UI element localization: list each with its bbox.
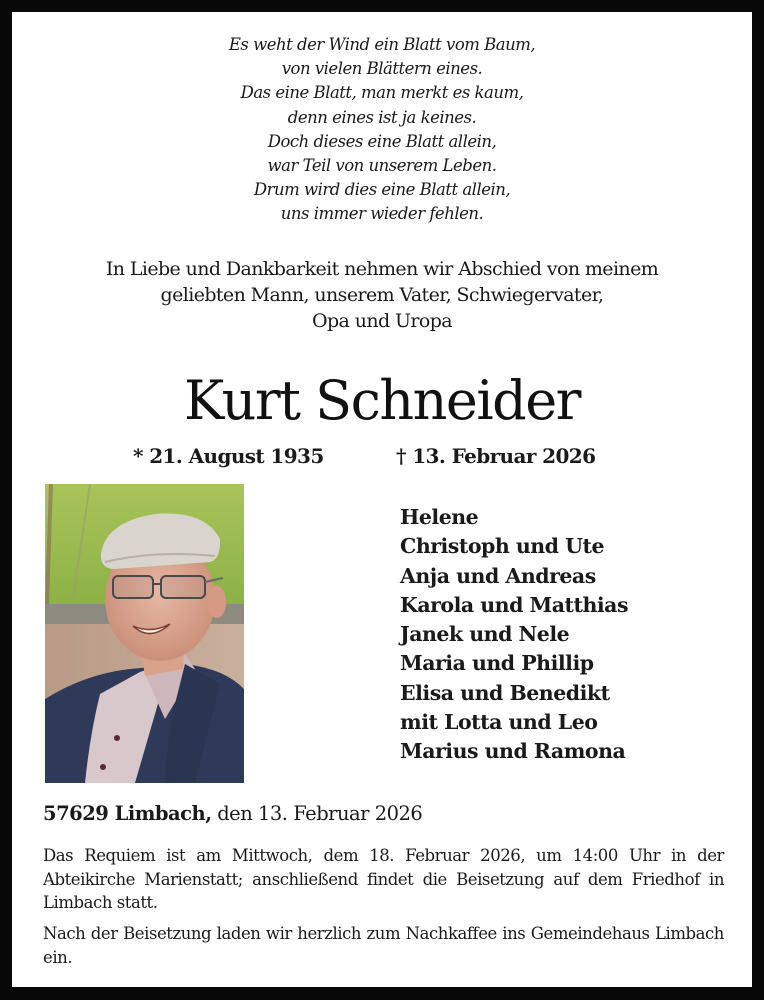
family-member: Janek und Nele (400, 622, 570, 647)
intro-line: geliebten Mann, unserem Vater, Schwiegervater, (160, 284, 604, 306)
family-member: Helene (400, 505, 479, 529)
place-and-date (43, 800, 422, 828)
death-date: † 13. Februar 2026 (396, 444, 596, 468)
obituary-card (12, 12, 752, 987)
requiem-info: Das Requiem ist am Mittwoch, dem 18. Februar 2026, um 14:00 Uhr in der Abteikirche Marienstatt; anschließend findet die Beisetzung auf dem Friedhof in Limbach statt. (43, 846, 724, 912)
family-member: Maria und Phillip (400, 651, 594, 676)
poem-line: war Teil von unserem Leben. (267, 156, 497, 176)
portrait-photo (45, 484, 244, 783)
family-member: Anja und Andreas (400, 563, 596, 588)
place: 57629 Limbach, (43, 802, 212, 825)
poem-line: uns immer wieder fehlen. (280, 204, 484, 224)
poem-line: von vielen Blättern eines. (281, 59, 483, 79)
poem-line: Das eine Blatt, man merkt es kaum, (240, 83, 524, 103)
intro-line: Opa und Uropa (311, 310, 452, 332)
poem-line: Drum wird dies eine Blatt allein, (253, 180, 511, 200)
intro-line: In Liebe und Dankbarkeit nehmen wir Abschied von meinem (105, 258, 659, 280)
poem (12, 33, 752, 227)
deceased-name: Kurt Schneider (184, 369, 580, 432)
family-member: Elisa und Benedikt (400, 680, 610, 705)
poem-line: Es weht der Wind ein Blatt vom Baum, (228, 35, 536, 54)
family-list (400, 503, 628, 767)
reception-info: Nach der Beisetzung laden wir herzlich zum Nachkaffee ins Gemeindehaus Limbach ein. (43, 924, 724, 967)
family-member: mit Lotta und Leo (400, 710, 598, 735)
family-member: Karola und Matthias (400, 592, 628, 617)
poem-line: Doch dieses eine Blatt allein, (267, 131, 497, 151)
family-member: Marius und Ramona (400, 739, 626, 764)
portrait-illustration (45, 484, 244, 783)
date: den 13. Februar 2026 (211, 802, 423, 825)
family-member: Christoph und Ute (400, 534, 605, 559)
farewell-intro (12, 256, 752, 334)
birth-date: * 21. August 1935 (133, 444, 324, 468)
poem-line: denn eines ist ja keines. (287, 107, 477, 127)
